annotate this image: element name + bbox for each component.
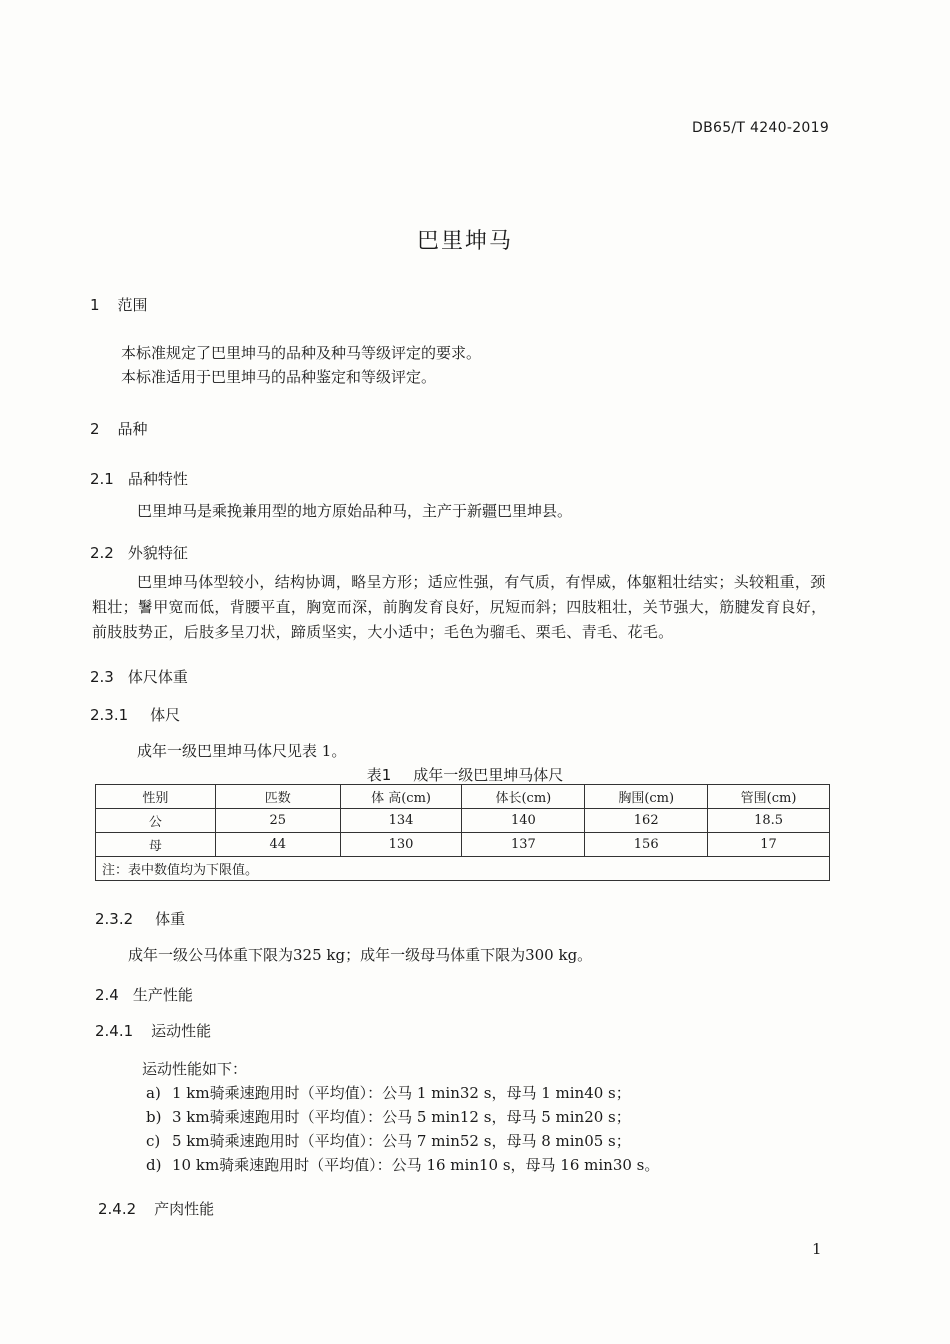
table-cell: 162 [585,809,708,833]
list-item [146,1082,631,1103]
sport-performance-intro: 运动性能如下： [142,1060,248,1078]
list-item-label: c) [146,1132,161,1150]
table-cell: 134 [340,809,462,833]
body-size-paragraph: 成年一级巴里坤马体尺见表 1。 [137,742,347,760]
section-title: 品种 [117,420,148,438]
section-number: 2.3 [90,668,114,686]
header-cell-sex: 性别 [96,785,216,809]
table-cell: 18.5 [708,809,830,833]
scope-paragraph-1: 本标准规定了巴里坤马的品种及种马等级评定的要求。 [121,344,482,362]
section-number: 2.3.1 [90,706,129,724]
header-cell-height: 体 高(cm) [340,785,462,809]
list-item-text: 10 km骑乘速跑用时（平均值）：公马 16 min10 s，母马 16 min30 s。 [172,1156,660,1174]
list-item-text: 1 km骑乘速跑用时（平均值）：公马 1 min32 s，母马 1 min40 s； [172,1084,631,1102]
list-item-label: a) [146,1084,161,1102]
table-row [96,809,830,833]
table-row [96,833,830,857]
section-number: 2.2 [90,544,114,562]
list-item [146,1130,631,1151]
table-caption-text: 成年一级巴里坤马体尺 [413,766,564,784]
section-title: 体尺体重 [127,668,188,686]
section-number: 2.4.1 [95,1022,134,1040]
list-item-label: b) [146,1108,162,1126]
table-cell: 44 [215,833,340,857]
table-cell: 公 [96,809,216,833]
section-2-3-2-heading [95,908,185,929]
section-1-heading [90,294,148,315]
table-note: 注：表中数值均为下限值。 [96,857,830,881]
table-caption [0,764,930,785]
body-size-table [95,784,830,881]
list-item-label: d) [146,1156,162,1174]
page-number: 1 [812,1240,822,1258]
table-cell: 130 [340,833,462,857]
section-title: 外貌特征 [127,544,188,562]
section-title: 体重 [155,910,186,928]
section-2-1-heading [90,468,188,489]
table-cell: 137 [462,833,585,857]
section-number: 2.4 [95,986,119,1004]
header-cell-cannon: 管围(cm) [708,785,830,809]
table-caption-number: 表1 [366,766,392,784]
section-title: 产肉性能 [154,1200,215,1218]
page-title: 巴里坤马 [416,229,513,254]
table-header-row [96,785,830,809]
list-item-text: 3 km骑乘速跑用时（平均值）：公马 5 min12 s，母马 5 min20 s； [172,1108,631,1126]
table-cell: 17 [708,833,830,857]
section-number: 2.4.2 [98,1200,137,1218]
header-cell-chest: 胸围(cm) [585,785,708,809]
section-title: 体尺 [150,706,181,724]
section-title: 范围 [117,296,148,314]
table-cell: 140 [462,809,585,833]
appearance-paragraph: 巴里坤马体型较小，结构协调，略呈方形；适应性强，有气质，有悍威，体躯粗壮结实；头较粗重，颈粗壮；鬐甲宽而低，背腰平直，胸宽而深，前胸发育良好，尻短而斜；四肢粗壮，关节强大，筋腱发育良好，前肢肢势正，后肢多呈刀状，蹄质坚实，大小适中；毛色为骝毛、栗毛、青毛、花毛。 [92,573,827,641]
section-2-heading [90,418,148,439]
section-2-4-heading [95,984,193,1005]
table-cell: 母 [96,833,216,857]
section-2-2-heading [90,542,188,563]
section-2-3-1-heading [90,704,180,725]
section-title: 运动性能 [151,1022,212,1040]
section-number: 2 [90,420,100,438]
section-title: 生产性能 [132,986,193,1004]
table-note-row [96,857,830,881]
list-item-text: 5 km骑乘速跑用时（平均值）：公马 7 min52 s，母马 8 min05 s； [172,1132,631,1150]
section-2-4-2-heading [98,1198,214,1219]
section-2-4-1-heading [95,1020,211,1041]
table-cell: 25 [215,809,340,833]
section-number: 2.1 [90,470,114,488]
scope-paragraph-2: 本标准适用于巴里坤马的品种鉴定和等级评定。 [121,368,437,386]
section-title: 品种特性 [127,470,188,488]
body-weight-paragraph: 成年一级公马体重下限为325 kg；成年一级母马体重下限为300 kg。 [128,946,593,964]
section-number: 2.3.2 [95,910,134,928]
section-number: 1 [90,296,100,314]
header-cell-count: 匹数 [215,785,340,809]
table-cell: 156 [585,833,708,857]
document-code: DB65/T 4240-2019 [692,120,830,136]
header-cell-length: 体长(cm) [462,785,585,809]
breed-characteristic-paragraph: 巴里坤马是乘挽兼用型的地方原始品种马，主产于新疆巴里坤县。 [137,502,573,520]
list-item [146,1154,659,1175]
list-item [146,1106,631,1127]
section-2-3-heading [90,666,188,687]
